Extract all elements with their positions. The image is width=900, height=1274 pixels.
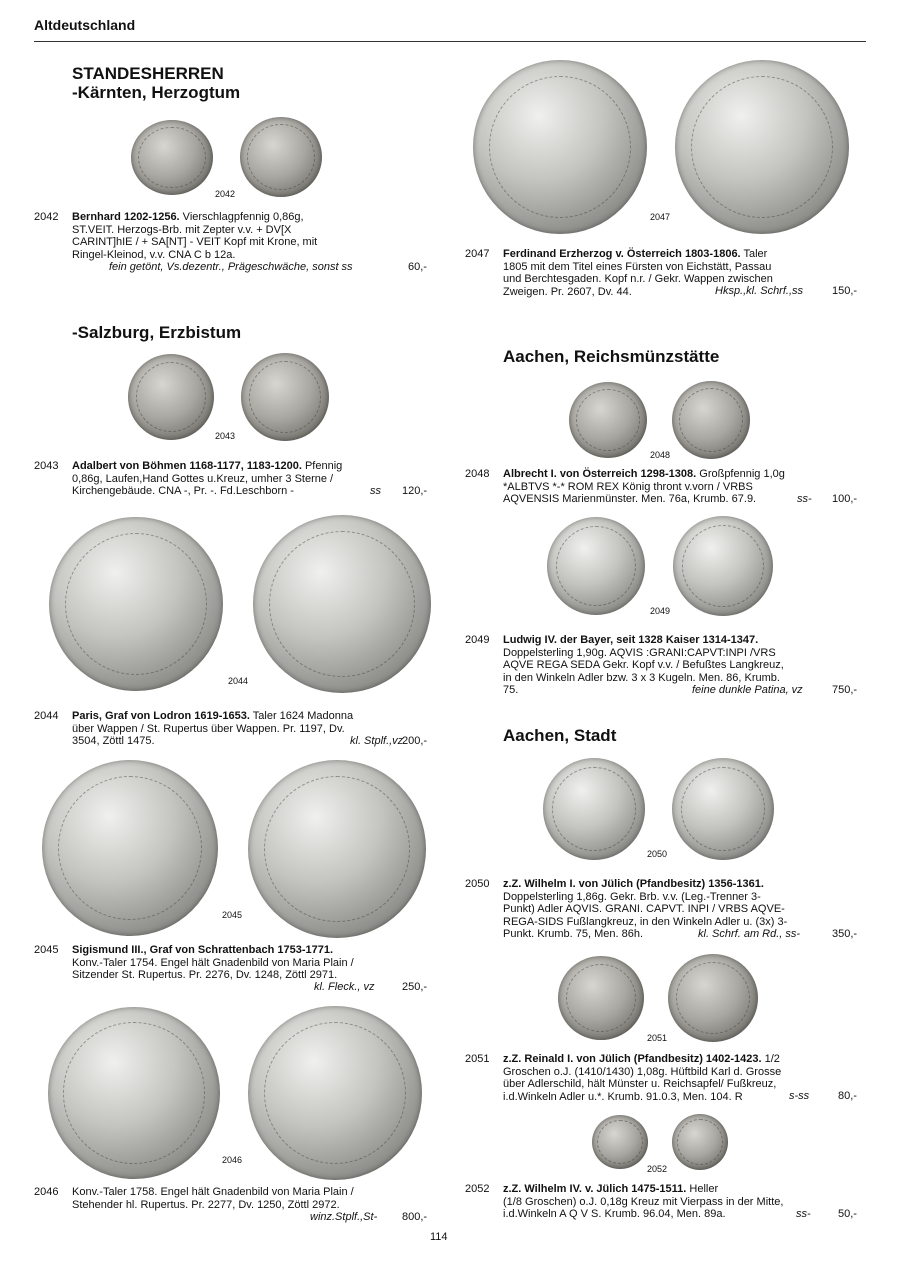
lot-number: 2052 <box>465 1183 490 1195</box>
coin-2045-reverse <box>248 760 426 938</box>
lot-text: Taler 1624 Madonna <box>249 710 354 722</box>
lot-title: z.Z. Reinald I. von Jülich (Pfandbesitz) 1402-1423. <box>503 1053 762 1065</box>
lot-grade: Hksp.,kl. Schrf.,ss <box>715 285 804 297</box>
coin-2049-reverse <box>673 516 773 616</box>
lot-text: 75. <box>503 684 519 696</box>
coin-label: 2052 <box>647 1164 668 1174</box>
lot-number: 2049 <box>465 634 490 646</box>
lot-title: Sigismund III., Graf von Schrattenbach 1753-1771. <box>72 944 334 956</box>
lot-title: z.Z. Wilhelm I. von Jülich (Pfandbesitz) 1356-1361. <box>503 878 764 890</box>
lot-text: Groschen o.J. (1410/1430) 1,08g. Hüftbild Karl d. Grosse <box>503 1065 782 1078</box>
lot-grade: fein getönt, Vs.dezentr., Prägeschwäche, sonst ss <box>109 261 353 273</box>
coin-2044-reverse <box>253 515 431 693</box>
lot-2049 <box>465 634 865 698</box>
lot-2045 <box>34 944 430 996</box>
coin-2046-obverse <box>48 1007 220 1179</box>
lot-text: i.d.Winkeln A Q V S. Krumb. 96.04, Men. 89a. <box>503 1208 726 1220</box>
lot-text: Ringel-Kleinod, v.v. CNA C b 12a. <box>72 248 236 261</box>
coin-2047-reverse <box>675 60 849 234</box>
lot-grade: kl. Fleck., vz <box>314 981 375 993</box>
lot-2047 <box>465 248 865 300</box>
lot-text: 3504, Zöttl 1475. <box>72 735 155 747</box>
coin-2052-reverse <box>672 1114 728 1170</box>
lot-text: Punkt) Adler AQVIS. GRANI. CAPVT. INPI / VRBS AQVE- <box>503 903 785 915</box>
lot-number: 2050 <box>465 878 490 890</box>
lot-text: in den Winkeln Adler bzw. 3 x 3 Kugeln. Men. 86, Krumb. <box>503 671 780 684</box>
lot-text: Doppelsterling 1,90g. AQVIS :GRANI:CAPVT:INPI /VRS <box>503 646 776 659</box>
coin-label: 2046 <box>222 1155 243 1165</box>
lot-text: 1/2 <box>761 1053 780 1065</box>
lot-grade: ss <box>370 485 381 497</box>
page-number: 114 <box>430 1231 448 1243</box>
lot-text: Großpfennig 1,0g <box>696 468 785 480</box>
lot-number: 2043 <box>34 460 59 472</box>
section-aachen-stadt: Aachen, Stadt <box>503 726 617 745</box>
lot-number: 2047 <box>465 248 490 260</box>
lot-2051 <box>465 1053 865 1105</box>
coin-2049-obverse <box>547 517 645 615</box>
coin-2044-obverse <box>49 517 223 691</box>
coin-label: 2042 <box>215 189 236 199</box>
lot-text: Stehender hl. Rupertus. Pr. 2277, Dv. 1250, Zöttl 2972. <box>72 1198 340 1211</box>
lot-text: ST.VEIT. Herzogs-Brb. mit Zepter v.v. + DV[X <box>72 223 292 236</box>
coin-2043-reverse <box>241 353 329 441</box>
lot-2046 <box>34 1186 430 1226</box>
lot-price: 250,- <box>402 981 428 993</box>
lot-text: Vierschlagpfennig 0,86g, <box>179 211 304 223</box>
section-kaernten: -Kärnten, Herzogtum <box>72 83 241 102</box>
lot-price: 50,- <box>838 1208 857 1220</box>
lot-price: 350,- <box>832 928 858 940</box>
lot-price: 750,- <box>832 684 858 696</box>
lot-text: Konv.-Taler 1754. Engel hält Gnadenbild von Maria Plain / <box>72 956 354 969</box>
lot-text: Zweigen. Pr. 2607, Dv. 44. <box>503 285 632 298</box>
lot-text: Doppelsterling 1,86g. Gekr. Brb. v.v. (Leg.-Trenner 3- <box>503 890 761 903</box>
coin-label: 2043 <box>215 431 236 441</box>
lot-grade: ss- <box>797 493 812 505</box>
lot-2043 <box>34 460 430 500</box>
lot-grade: kl. Schrf. am Rd., ss- <box>698 928 801 940</box>
lot-price: 100,- <box>832 493 858 505</box>
lot-number: 2044 <box>34 710 59 722</box>
lot-price: 150,- <box>832 285 858 297</box>
lot-title: Albrecht I. von Österreich 1298-1308. <box>503 468 697 480</box>
coin-2042-reverse <box>240 117 322 197</box>
lot-grade: kl. Stplf.,vz <box>350 735 404 747</box>
lot-text: Konv.-Taler 1758. Engel hält Gnadenbild von Maria Plain / <box>72 1186 354 1198</box>
lot-text: 1805 mit dem Titel eines Fürsten von Eichstätt, Passau <box>503 260 772 273</box>
coin-2046-reverse <box>248 1006 422 1180</box>
coin-2052-obverse <box>592 1115 648 1169</box>
coin-2045-obverse <box>42 760 218 936</box>
coin-2048-reverse <box>672 381 750 459</box>
coin-label: 2050 <box>647 849 668 859</box>
lot-2052 <box>465 1183 865 1223</box>
lot-text: (1/8 Groschen) o.J. 0,18g Kreuz mit Vierpass in der Mitte, <box>503 1195 784 1208</box>
coin-2043-obverse <box>128 354 214 440</box>
lot-number: 2045 <box>34 944 59 956</box>
section-salzburg: -Salzburg, Erzbistum <box>72 323 242 342</box>
lot-title: Bernhard 1202-1256. <box>72 211 180 223</box>
lot-text: Punkt. Krumb. 75, Men. 86h. <box>503 928 644 940</box>
lot-text: AQVE REGA SEDA Gekr. Kopf v.v. / Befußtes Langkreuz, <box>503 659 784 671</box>
lot-price: 200,- <box>402 735 428 747</box>
lot-number: 2046 <box>34 1186 59 1198</box>
lot-2048 <box>465 468 865 508</box>
lot-title: Adalbert von Böhmen 1168-1177, 1183-1200. <box>72 460 302 472</box>
lot-2042 <box>34 211 430 275</box>
lot-title: Paris, Graf von Lodron 1619-1653. <box>72 710 250 722</box>
lot-text: CARINT]hIE / + SA[NT] - VEIT Kopf mit Krone, mit <box>72 236 318 248</box>
coin-2050-reverse <box>672 758 774 860</box>
lot-title: z.Z. Wilhelm IV. v. Jülich 1475-1511. <box>503 1183 687 1195</box>
lot-grade: s-ss <box>789 1090 810 1102</box>
lot-text: 0,86g, Laufen,Hand Gottes u.Kreuz, umher 3 Sterne / <box>72 472 334 485</box>
lot-text: Heller <box>686 1183 719 1195</box>
lot-text: über Adlerschild, hält Münster u. Reichsapfel/ Fußkreuz, <box>503 1078 777 1090</box>
lot-2044 <box>34 710 430 750</box>
coin-label: 2048 <box>650 450 671 460</box>
lot-text: Taler <box>740 248 768 260</box>
lot-text: über Wappen / St. Rupertus über Wappen. Pr. 1197, Dv. <box>72 722 345 735</box>
coin-label: 2045 <box>222 910 243 920</box>
lot-text: Sitzender St. Rupertus. Pr. 2276, Dv. 1248, Zöttl 2971. <box>72 969 338 981</box>
coin-2047-obverse <box>473 60 647 234</box>
lot-text: AQVENSIS Marienmünster. Men. 76a, Krumb. 67.9. <box>503 493 757 505</box>
lot-text: Kirchengebäude. CNA -, Pr. -. Fd.Leschborn - <box>72 485 294 497</box>
coin-2051-obverse <box>558 956 644 1040</box>
section-standesherren: STANDESHERREN <box>72 64 224 83</box>
lot-price: 120,- <box>402 485 428 497</box>
section-aachen-reich: Aachen, Reichsmünzstätte <box>503 347 720 366</box>
lot-text: und Berchtesgaden. Kopf n.r. / Gekr. Wappen zwischen <box>503 273 773 285</box>
coin-2048-obverse <box>569 382 647 458</box>
lot-number: 2048 <box>465 468 490 480</box>
lot-price: 800,- <box>402 1211 428 1223</box>
lot-title: Ludwig IV. der Bayer, seit 1328 Kaiser 1314-1347. <box>503 634 759 646</box>
lot-number: 2051 <box>465 1053 490 1065</box>
lot-grade: winz.Stplf.,St- <box>310 1211 378 1223</box>
lot-price: 80,- <box>838 1090 857 1102</box>
lot-text: Pfennig <box>301 460 343 472</box>
lot-grade: ss- <box>796 1208 811 1220</box>
coin-label: 2051 <box>647 1033 668 1043</box>
header-rule <box>34 41 866 42</box>
lot-price: 60,- <box>408 261 427 273</box>
coin-label: 2047 <box>650 212 671 222</box>
lot-grade: feine dunkle Patina, vz <box>692 684 803 696</box>
lot-title: Ferdinand Erzherzog v. Österreich 1803-1806. <box>503 248 741 260</box>
coin-2042-obverse <box>131 120 213 195</box>
coin-2051-reverse <box>668 954 758 1042</box>
coin-label: 2044 <box>228 676 249 686</box>
lot-2050 <box>465 878 865 942</box>
lot-number: 2042 <box>34 211 59 223</box>
lot-text: REGA-SIDS Fußlangkreuz, in den Winkeln Adler u. (3x) 3- <box>503 915 788 928</box>
page-header: Altdeutschland <box>34 17 136 33</box>
lot-text: i.d.Winkeln Adler u.*. Krumb. 91.0.3, Men. 104. R <box>503 1090 743 1103</box>
coin-2050-obverse <box>543 758 645 860</box>
coin-label: 2049 <box>650 606 671 616</box>
lot-text: *ALBTVS *-* ROM REX König thront v.vorn / VRBS <box>503 480 753 493</box>
